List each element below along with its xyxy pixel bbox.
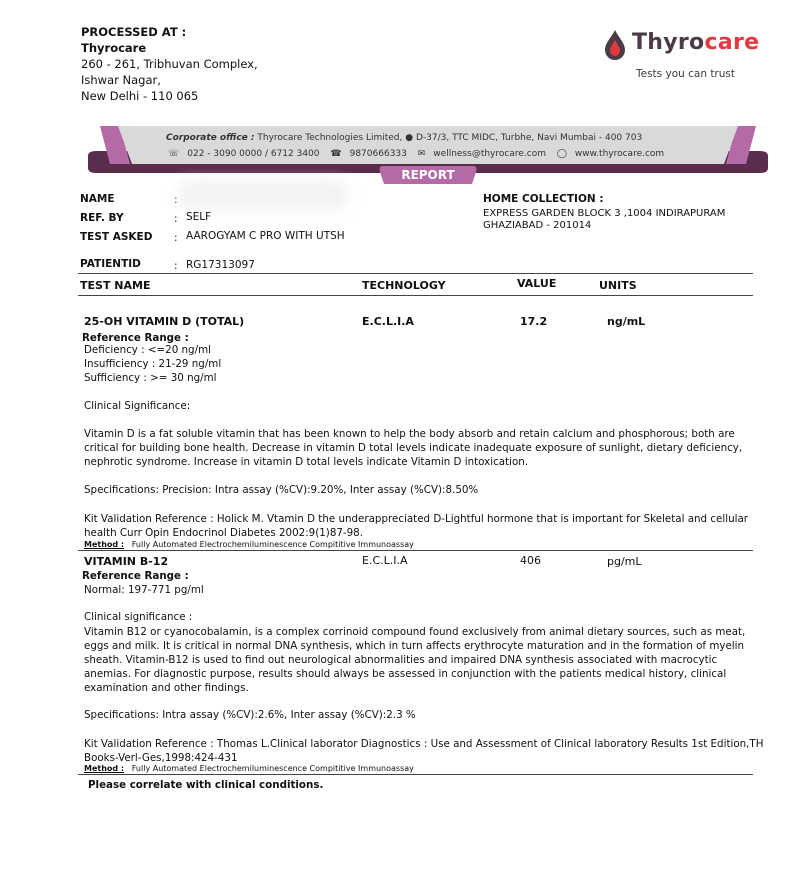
- home-collection-label: HOME COLLECTION :: [483, 193, 604, 205]
- processed-at-label: PROCESSED AT :: [81, 25, 187, 39]
- ref-by-colon: :: [174, 213, 178, 225]
- reference-range-label: Reference Range :: [82, 332, 189, 344]
- divider: [78, 273, 753, 274]
- method-label: Method :: [84, 540, 125, 549]
- logo-wordmark: [632, 30, 759, 55]
- footer-note: Please correlate with clinical conditions.: [88, 779, 324, 791]
- patient-id-value: RG17313097: [186, 259, 255, 271]
- corporate-office-line: [166, 133, 642, 143]
- method-line: [84, 540, 414, 549]
- corporate-banner: [88, 126, 768, 188]
- reference-range-line: Sufficiency : >= 30 ng/ml: [84, 372, 217, 384]
- divider: [78, 550, 753, 551]
- col-value: VALUE: [517, 277, 557, 290]
- ref-by-value: SELF: [186, 211, 212, 223]
- name-label: NAME: [80, 193, 115, 205]
- mail-icon: ✉: [417, 149, 426, 159]
- clinical-significance-label: Clinical significance :: [84, 611, 193, 623]
- lab-address-line: New Delhi - 110 065: [81, 89, 199, 103]
- phone: 022 - 3090 0000 / 6712 3400: [187, 149, 320, 159]
- corp-company: Thyrocare Technologies Limited,: [257, 133, 403, 143]
- clinical-significance-text: Vitamin B12 or cyanocobalamin, is a complex corrinoid compound found exclusively from animal dietary sources, such as meat, eggs and milk. It is critical in normal DNA synthesis, which in turn affects erythrocyte maturation and in the formation of myelin sheath. Vitamin-B12 is used to find out neurological abnormalities and impaired DNA synthesis associated with macrocytic anemias. For diagnostic purpose, results should always be assessed in conjunction with the patients medical history, clinical examination and other findings.: [84, 626, 746, 694]
- patient-id-colon: :: [174, 260, 178, 272]
- test-technology: E.C.L.I.A: [362, 315, 414, 328]
- col-technology: TECHNOLOGY: [362, 279, 446, 292]
- method-value: Fully Automated Electrochemiluminescence Compititive Immunoassay: [131, 764, 414, 773]
- test-units: pg/mL: [607, 555, 642, 568]
- reference-range-line: Deficiency : <=20 ng/ml: [84, 344, 211, 356]
- col-units: UNITS: [599, 279, 637, 292]
- redacted-name-blur: [178, 180, 348, 210]
- clinical-significance-label: Clinical Significance:: [84, 400, 191, 412]
- test-name: VITAMIN B-12: [84, 555, 169, 568]
- lab-address-line: Ishwar Nagar,: [81, 73, 161, 87]
- thyrocare-logo: [602, 28, 772, 88]
- corp-label: Corporate office :: [166, 133, 255, 143]
- reference-range-line: Normal: 197-771 pg/ml: [84, 584, 204, 596]
- processed-at-block: [81, 24, 258, 104]
- globe-icon: ◯: [556, 149, 567, 159]
- contact-line: [168, 149, 672, 159]
- kit-validation-reference: Kit Validation Reference : Thomas L.Clinical laborator Diagnostics : Use and Assessment of Clinical laboratory Results 1st Edition,TH Books-Verl-Ges,1998:424-431: [84, 738, 764, 764]
- test-value: 406: [520, 554, 541, 567]
- col-test-name: TEST NAME: [80, 279, 151, 292]
- patient-id-label: PATIENTID: [80, 258, 141, 270]
- lab-name: Thyrocare: [81, 41, 147, 55]
- website[interactable]: www.thyrocare.com: [574, 149, 665, 159]
- corp-address: D-37/3, TTC MIDC, Turbhe, Navi Mumbai - 400 703: [415, 133, 643, 143]
- home-collection-line: GHAZIABAD - 201014: [483, 220, 592, 231]
- email[interactable]: wellness@thyrocare.com: [433, 149, 546, 159]
- test-technology: E.C.L.I.A: [362, 554, 408, 567]
- logo-text-dark: Thyro: [632, 30, 705, 55]
- method-label: Method :: [84, 764, 125, 773]
- whatsapp: 9870666333: [349, 149, 407, 159]
- reference-range-label: Reference Range :: [82, 570, 189, 582]
- divider: [78, 295, 753, 296]
- logo-text-accent: care: [704, 30, 760, 55]
- name-colon: :: [174, 194, 178, 206]
- test-asked-value: AAROGYAM C PRO WITH UTSH: [186, 230, 345, 242]
- reference-range-line: Insufficiency : 21-29 ng/ml: [84, 358, 222, 370]
- phone-icon: ☏: [168, 149, 180, 159]
- whatsapp-icon: ☎: [330, 149, 342, 159]
- divider: [78, 774, 753, 775]
- ref-by-label: REF. BY: [80, 212, 124, 224]
- drop-logo-icon: [602, 28, 628, 62]
- logo-tagline: Tests you can trust: [636, 68, 735, 80]
- location-icon: ●: [405, 133, 414, 143]
- home-collection-line: EXPRESS GARDEN BLOCK 3 ,1004 INDIRAPURAM: [483, 208, 726, 219]
- test-units: ng/mL: [607, 315, 646, 328]
- specifications: Specifications: Intra assay (%CV):2.6%, Inter assay (%CV):2.3 %: [84, 709, 416, 721]
- report-tab: REPORT: [401, 168, 455, 182]
- method-line: [84, 764, 414, 773]
- test-asked-label: TEST ASKED: [80, 231, 153, 243]
- test-name: 25-OH VITAMIN D (TOTAL): [84, 315, 245, 328]
- lab-address-line: 260 - 261, Tribhuvan Complex,: [81, 57, 258, 71]
- clinical-significance-text: Vitamin D is a fat soluble vitamin that has been known to help the body absorb and retain calcium and phosphorous; both are critical for building bone health. Decrease in vitamin D total levels indicate inadequate exposure of sunlight, dietary deficiency, nephrotic syndrome. Increase in vitamin D total levels indicate Vitamin D intoxication.: [84, 428, 743, 468]
- method-value: Fully Automated Electrochemiluminescence Compititive Immunoassay: [131, 540, 414, 549]
- test-value: 17.2: [520, 315, 548, 328]
- specifications: Specifications: Precision: Intra assay (%CV):9.20%, Inter assay (%CV):8.50%: [84, 484, 479, 496]
- kit-validation-reference: Kit Validation Reference : Holick M. Vtamin D the underappreciated D-Lightful hormone that is important for Skeletal and cellular health Curr Opin Endocrinol Diabetes 2002:9(1)87-98.: [84, 513, 749, 539]
- test-asked-colon: :: [174, 232, 178, 244]
